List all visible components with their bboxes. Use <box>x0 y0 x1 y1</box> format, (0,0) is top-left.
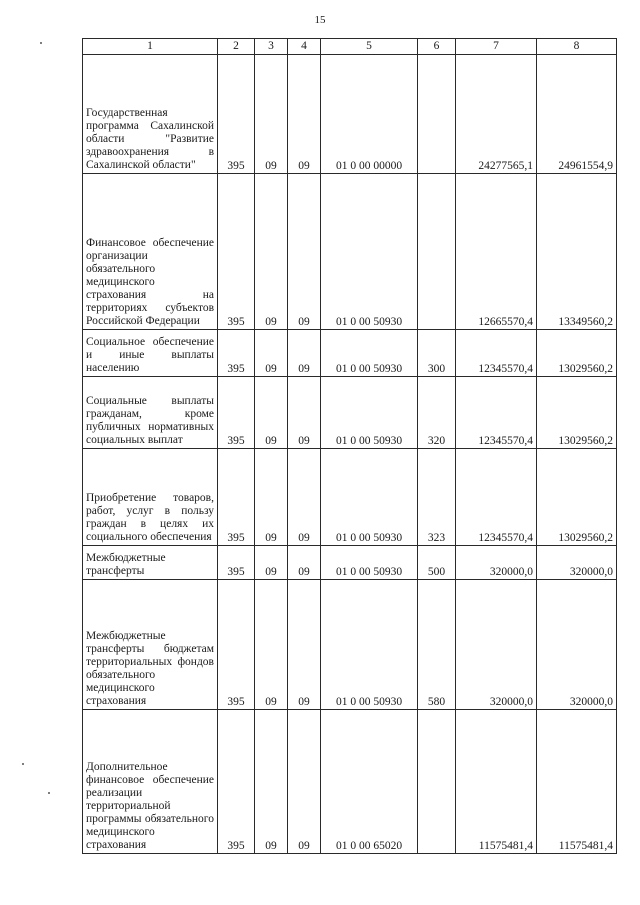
cell-col7: 320000,0 <box>456 580 537 710</box>
cell-col4: 09 <box>288 546 321 580</box>
table-row <box>83 377 617 449</box>
column-number-row <box>83 39 617 55</box>
cell-col5: 01 0 00 50930 <box>321 174 418 330</box>
cell-col7: 12345570,4 <box>456 449 537 546</box>
cell-col3: 09 <box>255 174 288 330</box>
cell-col2: 395 <box>218 449 255 546</box>
budget-table <box>82 38 617 854</box>
cell-col8: 13029560,2 <box>537 330 617 377</box>
cell-col8: 11575481,4 <box>537 710 617 854</box>
scan-speck <box>40 42 42 44</box>
row-name: Приобретение товаров, работ, услуг в пользу граждан в целях их социального обеспечения <box>83 449 218 546</box>
table-row <box>83 449 617 546</box>
cell-col2: 395 <box>218 710 255 854</box>
page-number: 15 <box>314 14 326 26</box>
cell-col5: 01 0 00 50930 <box>321 580 418 710</box>
cell-col3: 09 <box>255 546 288 580</box>
column-header: 7 <box>456 39 537 55</box>
cell-col8: 13029560,2 <box>537 449 617 546</box>
table-row <box>83 546 617 580</box>
cell-col8: 320000,0 <box>537 546 617 580</box>
column-header: 6 <box>418 39 456 55</box>
cell-col5: 01 0 00 50930 <box>321 330 418 377</box>
table-row <box>83 55 617 174</box>
cell-col2: 395 <box>218 580 255 710</box>
cell-col6: 320 <box>418 377 456 449</box>
cell-col3: 09 <box>255 710 288 854</box>
cell-col8: 13349560,2 <box>537 174 617 330</box>
cell-col6 <box>418 55 456 174</box>
cell-col6 <box>418 174 456 330</box>
cell-col7: 12345570,4 <box>456 330 537 377</box>
row-name: Социальное обеспечение и иные выплаты населению <box>83 330 218 377</box>
row-name: Социальные выплаты гражданам, кроме публичных нормативных социальных выплат <box>83 377 218 449</box>
cell-col3: 09 <box>255 580 288 710</box>
cell-col3: 09 <box>255 449 288 546</box>
column-header: 1 <box>83 39 218 55</box>
row-name: Государственная программа Сахалинской области "Развитие здравоохранения в Сахалинской области" <box>83 55 218 174</box>
cell-col3: 09 <box>255 377 288 449</box>
cell-col3: 09 <box>255 330 288 377</box>
cell-col5: 01 0 00 50930 <box>321 449 418 546</box>
cell-col6: 500 <box>418 546 456 580</box>
table-row <box>83 580 617 710</box>
cell-col8: 320000,0 <box>537 580 617 710</box>
column-header: 5 <box>321 39 418 55</box>
cell-col2: 395 <box>218 377 255 449</box>
cell-col4: 09 <box>288 377 321 449</box>
cell-col4: 09 <box>288 55 321 174</box>
cell-col5: 01 0 00 50930 <box>321 546 418 580</box>
table-row <box>83 174 617 330</box>
cell-col2: 395 <box>218 55 255 174</box>
column-header: 4 <box>288 39 321 55</box>
column-header: 3 <box>255 39 288 55</box>
cell-col6: 323 <box>418 449 456 546</box>
cell-col6: 300 <box>418 330 456 377</box>
cell-col5: 01 0 00 00000 <box>321 55 418 174</box>
cell-col2: 395 <box>218 330 255 377</box>
table-row <box>83 710 617 854</box>
row-name: Межбюджетные трансферты бюджетам территориальных фондов обязательного медицинского страхования <box>83 580 218 710</box>
cell-col8: 24961554,9 <box>537 55 617 174</box>
cell-col7: 320000,0 <box>456 546 537 580</box>
cell-col4: 09 <box>288 449 321 546</box>
scan-speck <box>48 792 50 794</box>
cell-col3: 09 <box>255 55 288 174</box>
cell-col5: 01 0 00 50930 <box>321 377 418 449</box>
row-name: Дополнительное финансовое обеспечение реализации территориальной программы обязательного медицинского страхования <box>83 710 218 854</box>
scan-speck <box>22 763 24 765</box>
cell-col4: 09 <box>288 710 321 854</box>
cell-col8: 13029560,2 <box>537 377 617 449</box>
cell-col7: 12345570,4 <box>456 377 537 449</box>
column-header: 2 <box>218 39 255 55</box>
column-header: 8 <box>537 39 617 55</box>
cell-col4: 09 <box>288 330 321 377</box>
cell-col6: 580 <box>418 580 456 710</box>
cell-col7: 11575481,4 <box>456 710 537 854</box>
cell-col2: 395 <box>218 174 255 330</box>
cell-col5: 01 0 00 65020 <box>321 710 418 854</box>
row-name: Финансовое обеспечение организации обязательного медицинского страхования на территориях субъектов Российской Федерации <box>83 174 218 330</box>
cell-col4: 09 <box>288 174 321 330</box>
row-name: Межбюджетные трансферты <box>83 546 218 580</box>
cell-col4: 09 <box>288 580 321 710</box>
cell-col2: 395 <box>218 546 255 580</box>
cell-col7: 24277565,1 <box>456 55 537 174</box>
cell-col7: 12665570,4 <box>456 174 537 330</box>
table-row <box>83 330 617 377</box>
cell-col6 <box>418 710 456 854</box>
